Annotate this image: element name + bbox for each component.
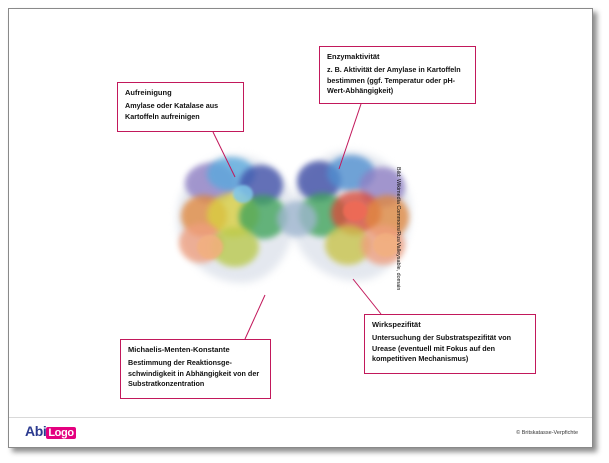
callout-title: Enzymaktivität bbox=[327, 52, 380, 61]
logo-text: Abi bbox=[25, 423, 47, 439]
footer-copyright: © Britskatasse-Verpfichte bbox=[516, 430, 578, 436]
callout-body: Amylase oder Katalase aus Kartoffeln aufreinigen bbox=[125, 101, 219, 121]
logo-accent: Logo bbox=[48, 427, 74, 439]
callout-title: Aufreinigung bbox=[125, 88, 172, 97]
callout-wirkspezifitaet[interactable] bbox=[364, 314, 536, 374]
callout-title: Michaelis-Menten-Konstante bbox=[128, 345, 230, 354]
callout-aufreinigung[interactable] bbox=[117, 82, 244, 132]
callout-body: Untersuchung der Substratspezifität von Urease (eventuell mit Fokus auf den kompetitiven Mechanismus) bbox=[372, 333, 511, 364]
callout-body: z. B. Aktivität der Amylase in Kartoffeln bestimmen (ggf. Temperatur oder pH-Wert-Abhängigkeit) bbox=[327, 65, 461, 96]
image-credit: Bild: Wikimedia Commons/Rus/Valleysable, domain bbox=[395, 167, 401, 291]
protein-structure-image bbox=[177, 149, 411, 289]
footer-divider bbox=[9, 417, 593, 418]
connector-michaelis bbox=[245, 295, 265, 339]
callout-title: Wirkspezifität bbox=[372, 320, 421, 329]
callout-body: Bestimmung der Reaktionsge-schwindigkeit in Abhängigkeit von der Substratkonzentration bbox=[128, 358, 260, 389]
slide-canvas bbox=[8, 8, 593, 448]
callout-enzymaktivitaet[interactable] bbox=[319, 46, 476, 104]
brand-logo bbox=[25, 423, 76, 439]
callout-michaelis-menten-konstante[interactable] bbox=[120, 339, 271, 399]
